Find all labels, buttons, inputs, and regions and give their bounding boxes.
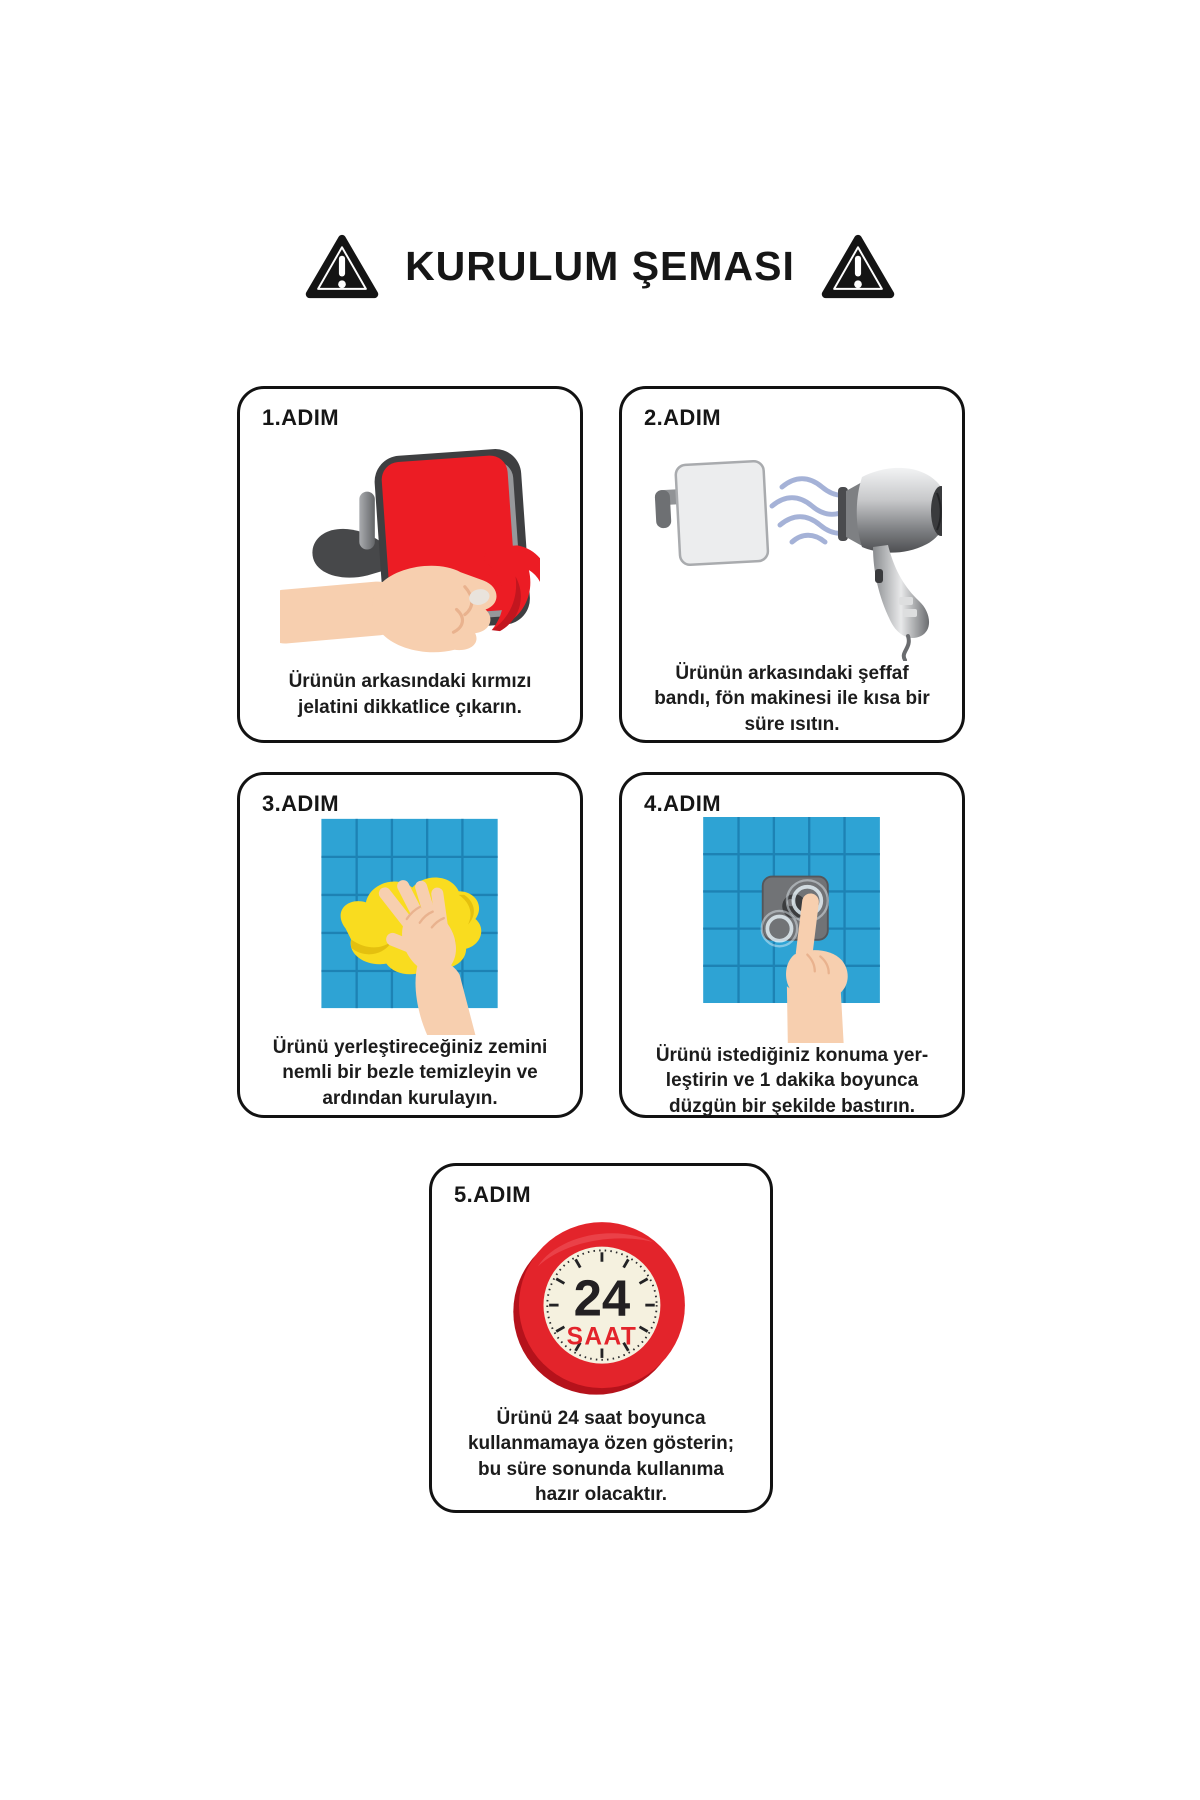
caption-line: Ürünün arkasındaki şeffaf: [675, 663, 909, 684]
caption-line: bandı, fön makinesi ile kısa bir: [654, 688, 930, 710]
step-caption: [254, 669, 566, 720]
step-label: 5.ADIM: [454, 1182, 531, 1207]
page-title: KURULUM ŞEMASI: [405, 243, 795, 289]
pressing-product-icon: [636, 817, 948, 1043]
page-header: [0, 234, 1200, 299]
step-label: 4.ADIM: [644, 791, 721, 816]
step-caption: [254, 1035, 566, 1111]
step-card-2: [619, 386, 965, 743]
caption-line: Ürünü 24 saat boyunca: [496, 1408, 706, 1429]
caption-line: leştirin ve 1 dakika boyunca: [665, 1070, 919, 1092]
caption-line: ardından kurulayın.: [322, 1087, 498, 1109]
warning-triangle-icon: [305, 234, 379, 299]
caption-line: nemli bir bezle temizleyin ve: [282, 1062, 538, 1084]
warning-triangle-icon: [821, 234, 895, 299]
step-card-5: [429, 1163, 773, 1513]
wiping-tiles-cloth-icon: [254, 817, 566, 1035]
clock-unit-label: SAAT: [566, 1323, 638, 1351]
step-caption: [636, 1043, 948, 1119]
step-card-1: [237, 386, 583, 743]
24-hour-clock-icon: [446, 1208, 756, 1406]
caption-line: düzgün bir şekilde bastırın.: [669, 1095, 915, 1117]
caption-line: Ürünü yerleştireceğiniz zemini: [272, 1037, 548, 1058]
caption-line: hazır olacaktır.: [534, 1483, 667, 1505]
caption-line: bu süre sonunda kullanıma: [478, 1458, 724, 1480]
step-card-4: [619, 772, 965, 1118]
hair-dryer-heating-icon: [636, 431, 948, 661]
step-caption: [636, 661, 948, 737]
step-card-3: [237, 772, 583, 1118]
hand-peeling-red-film-icon: [254, 431, 566, 669]
caption-line: kullanmamaya özen gösterin;: [467, 1433, 735, 1455]
caption-line: Ürünün arkasındaki kırmızı: [288, 671, 532, 693]
step-label: 1.ADIM: [262, 405, 339, 430]
caption-line: jelatini dikkatlice çıkarın.: [298, 696, 522, 718]
caption-line: Ürünü istediğiniz konuma yer-: [655, 1045, 929, 1066]
clock-value-label: 24: [573, 1269, 631, 1327]
step-caption: [446, 1406, 756, 1507]
step-label: 2.ADIM: [644, 405, 721, 430]
step-label: 3.ADIM: [262, 791, 339, 816]
caption-line: süre ısıtın.: [744, 713, 840, 735]
